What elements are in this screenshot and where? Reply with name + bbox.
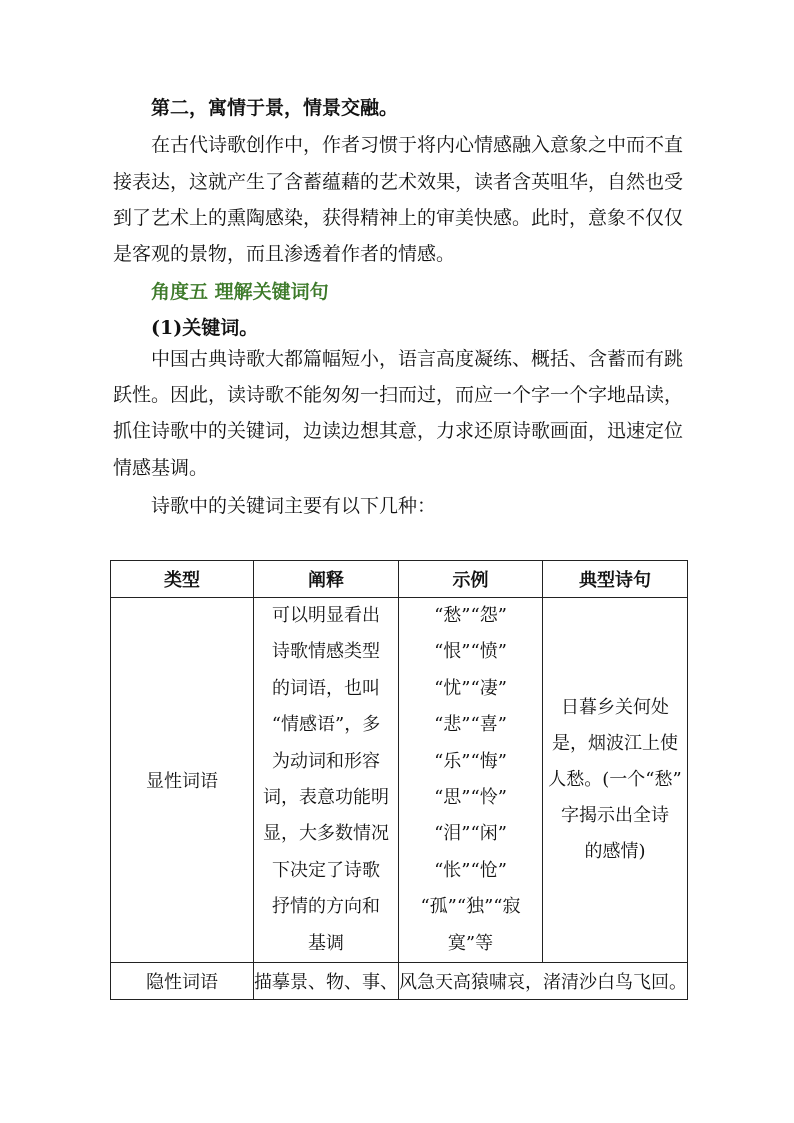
header-explain: 阐释 [254, 561, 399, 598]
cell-line: “泪”“闲” [434, 823, 507, 845]
cell-explain [254, 598, 399, 963]
cell-type: 显性词语 [111, 598, 254, 963]
cell-line: 人愁。(一个“愁” [548, 769, 682, 790]
paragraph-line: 情感基调。 [113, 457, 209, 479]
header-type: 类型 [111, 561, 254, 598]
cell-line: “悲”“喜” [434, 714, 507, 736]
cell-example [399, 598, 543, 963]
cell-line: “孤”“独”“寂 [420, 896, 521, 918]
paragraph-line: 到了艺术上的熏陶感染，获得精神上的审美快感。此时，意象不仅仅 [113, 207, 684, 229]
cell-line: 抒情的方向和 [272, 896, 380, 918]
cell-line: “思”“怜” [434, 787, 507, 808]
cell-line: “恨”“愤” [434, 641, 507, 663]
header-example: 示例 [399, 561, 543, 598]
cell-line: 可以明显看出 [272, 605, 380, 627]
paragraph-line: 接表达，这就产生了含蓄蕴藉的艺术效果，读者含英咀华，自然也受 [113, 171, 684, 193]
cell-line: “情感语”，多 [271, 714, 381, 736]
cell-line: 是，烟波江上使 [552, 733, 678, 754]
table-row [111, 963, 688, 1000]
cell-line: 字揭示出全诗 [561, 805, 669, 826]
cell-line: 为动词和形容 [272, 750, 380, 772]
cell-line: 诗歌情感类型 [272, 641, 380, 663]
cell-line: 的感情) [584, 841, 646, 862]
table-header-row [111, 561, 688, 598]
section-title: 第二，寓情于景，情景交融。 [151, 97, 399, 119]
cell-line: 词，表意功能明 [263, 787, 389, 808]
paragraph-line: 抓住诗歌中的关键词，边读边想其意，力求还原诗歌画面，迅速定位 [113, 420, 684, 442]
paragraph-line: 是客观的景物，而且渗透着作者的情感。 [113, 243, 456, 265]
header-poem: 典型诗句 [543, 561, 688, 598]
cell-line: 的词语，也叫 [272, 677, 380, 699]
paragraph-line: 跃性。因此，读诗歌不能匆匆一扫而过，而应一个字一个字地品读， [113, 384, 684, 406]
cell-line: 寞”等 [447, 932, 494, 954]
paragraph-line: 中国古典诗歌大都篇幅短小，语言高度凝练、概括、含蓄而有跳 [151, 348, 684, 370]
cell-line: “乐”“悔” [434, 750, 507, 772]
cell-line: “愁”“怨” [434, 605, 507, 627]
table-intro: 诗歌中的关键词主要有以下几种： [151, 495, 437, 517]
cell-line: 下决定了诗歌 [272, 859, 380, 881]
paragraph-line: 在古代诗歌创作中，作者习惯于将内心情感融入意象之中而不直 [151, 134, 684, 156]
keyword-table [110, 560, 688, 1000]
cell-line: “忧”“凄” [434, 677, 507, 699]
cell-poem [543, 598, 688, 963]
cell-line: 日暮乡关何处 [561, 697, 669, 718]
cell-line: 基调 [308, 932, 344, 954]
cell-example-poem: 风急天高猿啸哀，渚清沙白鸟飞回。 [399, 963, 688, 1000]
cell-line: “怅”“怆” [434, 859, 507, 881]
table-row [111, 598, 688, 963]
cell-type: 隐性词语 [111, 963, 254, 1000]
section-heading: 角度五 理解关键词句 [151, 281, 329, 303]
cell-explain: 描摹景、物、事、 [254, 963, 399, 1000]
cell-line: 显，大多数情况 [263, 823, 389, 845]
subheading: (1)关键词。 [151, 317, 259, 339]
